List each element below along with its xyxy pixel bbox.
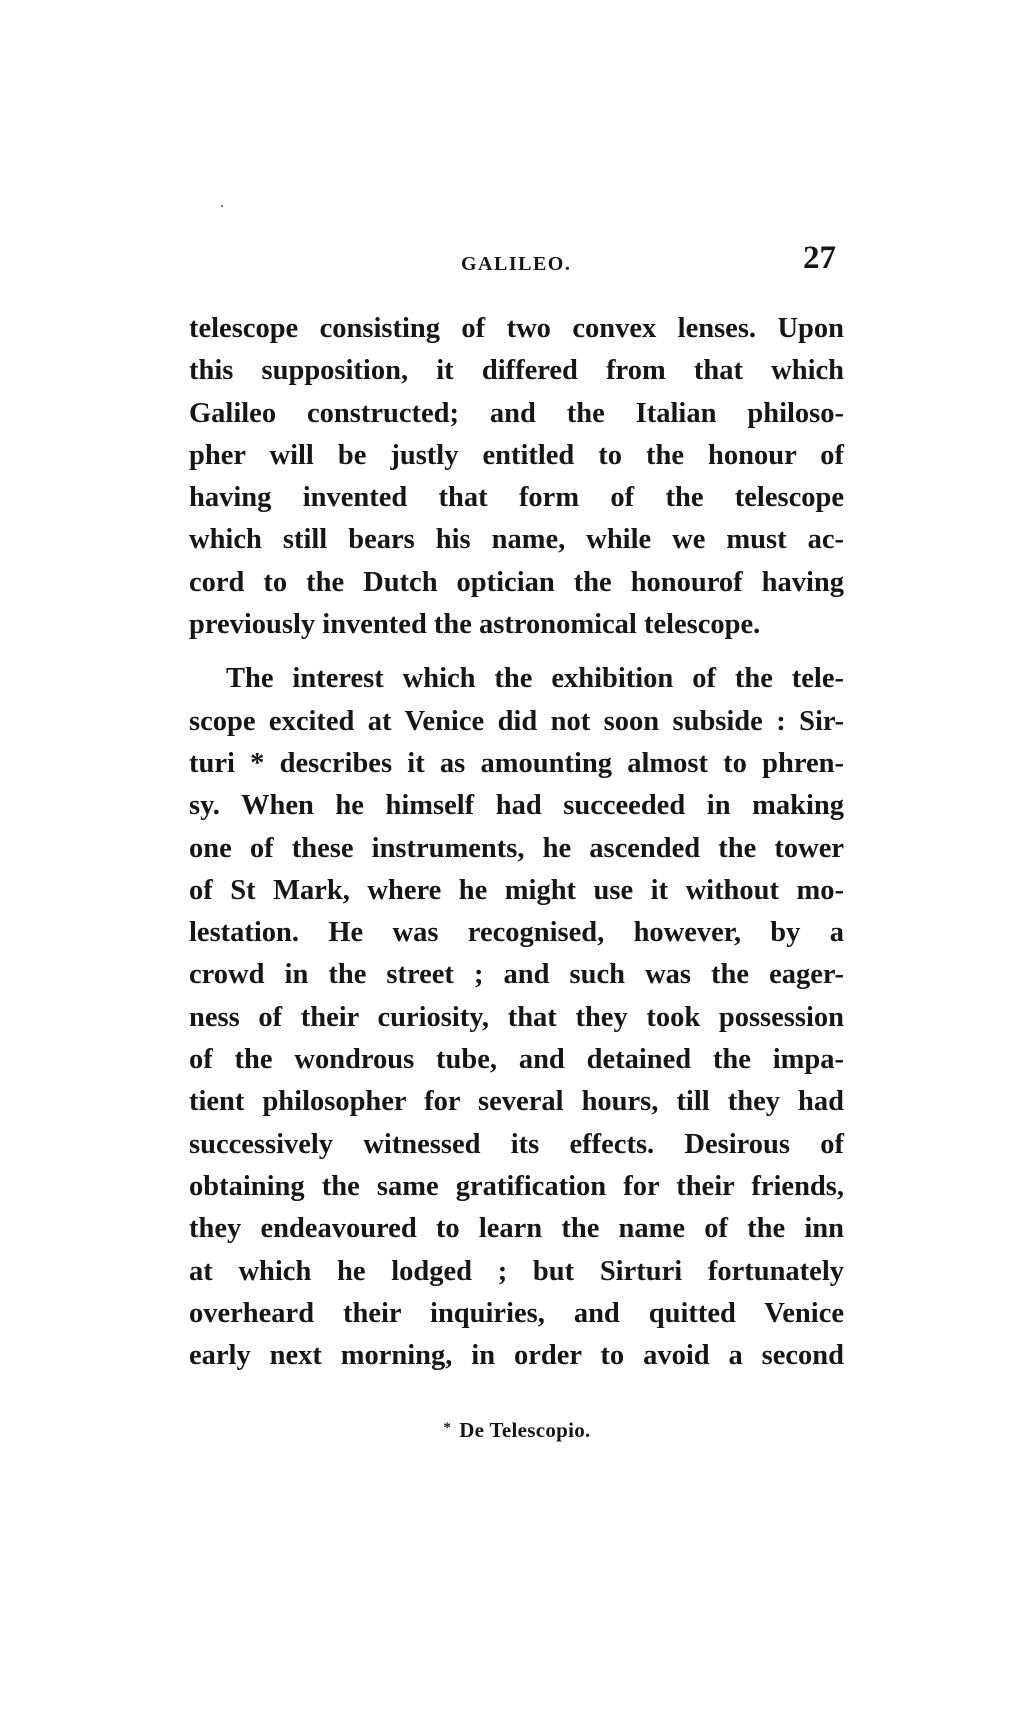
text-line: obtaining the same gratification for their friends, (189, 1170, 844, 1202)
text-line: The interest which the exhibition of the tele- (226, 663, 844, 695)
text-line: crowd in the street ; and such was the eager- (189, 959, 844, 991)
text-line: successively witnessed its effects. Desirous of (189, 1128, 844, 1160)
text-line: early next morning, in order to avoid a second (189, 1340, 844, 1372)
text-line: turi * describes it as amounting almost to phren- (189, 747, 844, 779)
text-line: previously invented the astronomical telescope. (189, 609, 761, 641)
text-line: one of these instruments, he ascended the tower (189, 832, 844, 864)
text-line: which still bears his name, while we must ac- (189, 524, 844, 556)
text-line: they endeavoured to learn the name of the inn (189, 1213, 844, 1245)
body-text (189, 308, 844, 1377)
footnote-marker: * (443, 1420, 452, 1436)
paragraph-1 (189, 308, 844, 646)
running-head (189, 240, 844, 280)
text-line: pher will be justly entitled to the honour of (189, 439, 844, 471)
running-title: GALILEO. (461, 253, 572, 275)
text-line: overheard their inquiries, and quitted Venice (189, 1297, 844, 1329)
page-number: 27 (803, 240, 836, 276)
text-line: of the wondrous tube, and detained the impa- (189, 1044, 844, 1076)
footnote-text: De Telescopio. (459, 1418, 591, 1442)
text-line: of St Mark, where he might use it without mo- (189, 874, 844, 906)
text-line: at which he lodged ; but Sirturi fortunately (189, 1255, 844, 1287)
paragraph-gap (189, 646, 844, 658)
footnote (0, 1418, 1024, 1443)
page-speck (221, 205, 223, 207)
text-line: lestation. He was recognised, however, by a (189, 917, 844, 949)
text-line: having invented that form of the telescope (189, 482, 844, 514)
text-line: sy. When he himself had succeeded in making (189, 790, 844, 822)
paragraph-2 (189, 658, 844, 1377)
text-line: this supposition, it differed from that which (189, 355, 844, 387)
text-line: scope excited at Venice did not soon subside : Sir- (189, 705, 844, 737)
text-line: telescope consisting of two convex lenses. Upon (189, 313, 844, 344)
text-line: Galileo constructed; and the Italian philoso- (189, 397, 844, 429)
text-line: cord to the Dutch optician the honourof having (189, 566, 844, 598)
text-line: ness of their curiosity, that they took possession (189, 1001, 844, 1033)
text-line: tient philosopher for several hours, till they had (189, 1086, 844, 1118)
